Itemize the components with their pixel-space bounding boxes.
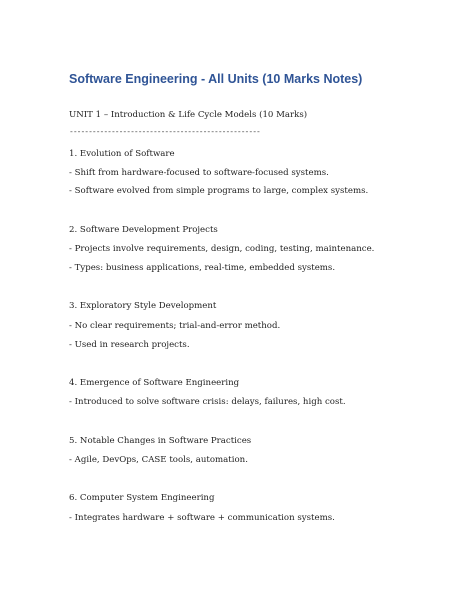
section-heading-dev-projects: 2. Software Development Projects (69, 225, 218, 235)
section-point: - Projects involve requirements, design, coding, testing, maintenance. (69, 244, 375, 254)
section-point: - No clear requirements; trial-and-error method. (69, 321, 281, 331)
section-point: - Agile, DevOps, CASE tools, automation. (69, 455, 248, 465)
section-point: - Used in research projects. (69, 340, 190, 350)
section-point: - Integrates hardware + software + communication systems. (69, 513, 335, 523)
section-point: - Introduced to solve software crisis: delays, failures, high cost. (69, 397, 346, 407)
section-heading-system-engineering: 6. Computer System Engineering (69, 493, 215, 503)
separator-line: -------------------------------------------------- (69, 127, 260, 136)
document-title: Software Engineering - All Units (10 Marks Notes) (69, 72, 363, 86)
section-point: - Shift from hardware-focused to software-focused systems. (69, 168, 329, 178)
section-heading-notable-changes: 5. Notable Changes in Software Practices (69, 436, 252, 446)
section-point: - Software evolved from simple programs to large, complex systems. (69, 186, 369, 196)
section-point: - Types: business applications, real-time, embedded systems. (69, 263, 336, 273)
section-heading-exploratory: 3. Exploratory Style Development (69, 301, 217, 311)
unit-heading: UNIT 1 – Introduction & Life Cycle Models (10 Marks) (69, 110, 308, 120)
section-heading-evolution: 1. Evolution of Software (69, 149, 175, 159)
section-heading-emergence: 4. Emergence of Software Engineering (69, 378, 240, 388)
